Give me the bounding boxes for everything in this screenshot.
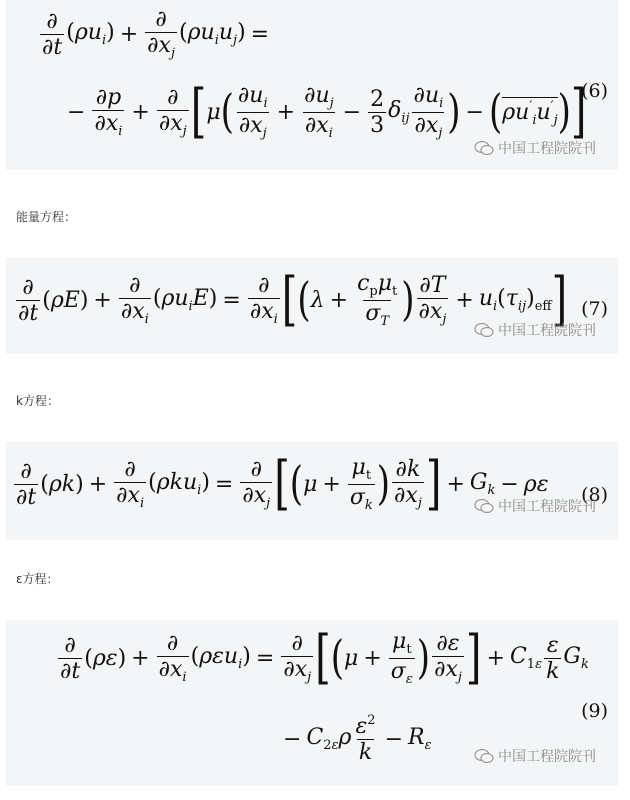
equation-6-box <box>6 0 618 170</box>
equation-number-6: (6) <box>581 80 608 102</box>
watermark <box>474 746 596 766</box>
wechat-icon <box>474 141 494 155</box>
watermark-text: 中国工程院院刊 <box>498 749 596 765</box>
wechat-icon <box>474 323 494 337</box>
equation-number-7: (7) <box>581 298 608 320</box>
watermark <box>474 320 596 340</box>
equation-8-box <box>6 442 618 540</box>
label-epsilon-equation: ε方程： <box>16 572 59 586</box>
watermark-text: 中国工程院院刊 <box>498 141 596 157</box>
equation-number-8: (8) <box>581 484 608 506</box>
equation-9-line-1: $\frac{\partial}{\partial t}$ (ρε) + $\frac{\partial}{\partial x_i}$ (ρεu$_i$) = $\frac{\partial}{\partial x_j}$ [ ( μ + $\frac{\mu_t}{\sigma_\varepsilon}$ ) $\frac{\partial\varepsilon}{\partial x_j}$ ] + $C_{1\varepsilon}$ $\frac{\varepsilon}{k}$ $G_k$ <box>60 624 589 692</box>
equation-7-box <box>6 258 618 354</box>
equation-number-9: (9) <box>581 700 608 722</box>
watermark-text: 中国工程院院刊 <box>498 323 596 339</box>
wechat-icon <box>474 749 494 763</box>
equation-7: $\frac{\partial}{\partial t}$ (ρE) + $\frac{\partial}{\partial x_i}$ $(\rho u_iE)$ = $\frac{\partial}{\partial x_i}$ [ ( λ + $\frac{c_p\mu_t}{\sigma_T}$ ) $\frac{\partial T}{\partial x_j}$ + $u_i(\tau_{ij})_{eff}$ ] <box>18 266 568 334</box>
equation-6-line-2: − $\frac{\partial p}{\partial x_i}$ + $\frac{\partial}{\partial x_j}$ [ μ ( $\frac{\partial u_i}{\partial x_j}$ + $\frac{\partial u_j}{\partial x_i}$ − $\frac{2}{3}$ $\delta_{ij}$ $\frac{\partial u_i}{\partial x_j}$ ) − ( $\rho u'_iu'_j$ ) ] <box>67 78 587 146</box>
watermark <box>474 496 596 516</box>
label-energy-equation: 能量方程： <box>16 210 77 224</box>
equation-8: $\frac{\partial}{\partial t}$ (ρk) + $\frac{\partial}{\partial x_i}$ (ρku$_i$) = $\frac{\partial}{\partial x_j}$ [ ( μ + $\frac{\mu_t}{\sigma_k}$ ) $\frac{\partial k}{\partial x_j}$ ] + $G_k$ − ρε <box>16 450 549 518</box>
equation-9-line-2: − $C_{2\varepsilon}\rho$ $\frac{\varepsilon^2}{k}$ − $R_\varepsilon$ <box>283 713 432 766</box>
watermark-text: 中国工程院院刊 <box>498 499 596 515</box>
equation-9-box <box>6 620 618 786</box>
watermark <box>474 138 596 158</box>
label-k-equation: k方程： <box>16 394 59 408</box>
equation-6-line-1: $\frac{\partial}{\partial t}$ $(\rho u_i)$ + $\frac{\partial}{\partial x_j}$ $(\rho u_iu_j)$ = <box>42 7 270 62</box>
wechat-icon <box>474 499 494 513</box>
